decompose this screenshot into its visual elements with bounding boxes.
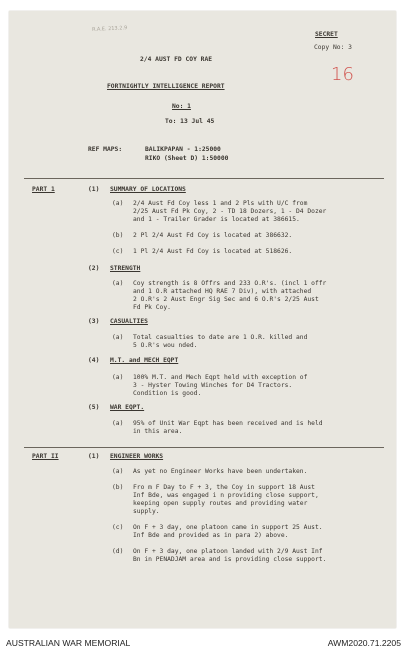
section-divider xyxy=(24,178,384,179)
unit-title: 2/4 AUST FD COY RAE xyxy=(140,56,213,63)
item-text-line: Inf Bde, was engaged i n providing close support, xyxy=(133,492,319,499)
item-text-line: Bn in PENADJAM area and is providing close support. xyxy=(133,556,327,563)
item-text-line: On F + 3 day, one platoon came in support 25 Aust. xyxy=(133,524,323,531)
item-label: (a) xyxy=(112,468,124,475)
item-text-line: Total casualties to date are 1 O.R. killed and xyxy=(133,334,308,341)
ref-maps-label: REF MAPS: xyxy=(88,146,123,153)
item-text-line: 100% M.T. and Mech Eqpt held with exception of xyxy=(133,374,308,381)
report-number: No: 1 xyxy=(172,103,191,110)
item-text-line: 5 O.R's wou nded. xyxy=(133,342,198,349)
section-number: (1) xyxy=(88,186,100,193)
section-number: (1) xyxy=(88,453,100,460)
section-divider xyxy=(24,447,384,448)
item-text-line: 2/4 Aust Fd Coy less 1 and 2 Pls with U/C from xyxy=(133,200,308,207)
pencil-annotation: R.A.E. 213.2.9 xyxy=(91,25,128,33)
item-text-line: 1 Pl 2/4 Aust Fd Coy is located at 518626. xyxy=(133,248,293,255)
item-text-line: On F + 3 day, one platoon landed with 2/9 Aust Inf xyxy=(133,548,323,555)
section-number: (5) xyxy=(88,404,100,411)
item-text-line: Fd Pk Coy. xyxy=(133,304,171,311)
item-text-line: supply. xyxy=(133,508,160,515)
section-number: (3) xyxy=(88,318,100,325)
item-text-line: Fro m F Day to F + 3, the Coy in support 18 Aust xyxy=(133,484,315,491)
item-text-line: 3 - Hyster Towing Winches for D4 Tractors. xyxy=(133,382,293,389)
item-label: (a) xyxy=(112,200,124,207)
item-label: (a) xyxy=(112,420,124,427)
section-heading: M.T. and MECH EQPT xyxy=(110,357,179,364)
item-label: (a) xyxy=(112,374,124,381)
item-text-line: and 1 O.R attached HQ RAE 7 Div), with attached xyxy=(133,288,312,295)
item-text-line: and 1 - Trailer Grader is located at 386615. xyxy=(133,216,300,223)
item-text-line: 2 Pl 2/4 Aust Fd Coy is located at 386632. xyxy=(133,232,293,239)
item-label: (a) xyxy=(112,280,124,287)
item-text-line: As yet no Engineer Works have been undertaken. xyxy=(133,468,308,475)
ref-map-1: BALIKPAPAN - 1:25000 xyxy=(145,146,221,153)
item-label: (a) xyxy=(112,334,124,341)
section-heading: CASUALTIES xyxy=(110,318,148,325)
item-text-line: keeping open supply routes and providing water xyxy=(133,500,308,507)
item-text-line: Inf Bde and provided as in para 2) above. xyxy=(133,532,289,539)
part-label: PART 1 xyxy=(32,186,55,193)
ref-map-2: RIKO (Sheet D) 1:50000 xyxy=(145,155,229,162)
footer-credit: AUSTRALIAN WAR MEMORIAL xyxy=(6,638,131,648)
copy-number: Copy No: 3 xyxy=(314,44,352,51)
item-label: (d) xyxy=(112,548,124,555)
handwritten-page-number: 16 xyxy=(331,64,354,85)
classification-stamp: SECRET xyxy=(315,31,338,38)
section-heading: ENGINEER WORKS xyxy=(110,453,164,460)
section-heading: WAR EQPT. xyxy=(110,404,145,411)
report-date: To: 13 Jul 45 xyxy=(165,118,215,125)
item-text-line: Condition is good. xyxy=(133,390,202,397)
item-text-line: 2/25 Aust Fd Pk Coy, 2 - TD 18 Dozers, 1 - D4 Dozer xyxy=(133,208,327,215)
item-text-line: 95% of Unit War Eqpt has been received and is held xyxy=(133,420,323,427)
item-text-line: Coy strength is 8 Offrs and 233 O.R's. (incl 1 offr xyxy=(133,280,327,287)
item-text-line: 2 O.R's 2 Aust Engr Sig Sec and 6 O.R's 2/25 Aust xyxy=(133,296,319,303)
section-number: (2) xyxy=(88,265,100,272)
section-heading: STRENGTH xyxy=(110,265,141,272)
part-label: PART II xyxy=(32,453,59,460)
item-label: (c) xyxy=(112,524,124,531)
report-title: FORTNIGHTLY INTELLIGENCE REPORT xyxy=(107,83,225,90)
item-label: (c) xyxy=(112,248,124,255)
item-text-line: in this area. xyxy=(133,428,183,435)
footer-accession: AWM2020.71.2205 xyxy=(327,638,401,648)
item-label: (b) xyxy=(112,232,124,239)
item-label: (b) xyxy=(112,484,124,491)
section-number: (4) xyxy=(88,357,100,364)
section-heading: SUMMARY OF LOCATIONS xyxy=(110,186,186,193)
